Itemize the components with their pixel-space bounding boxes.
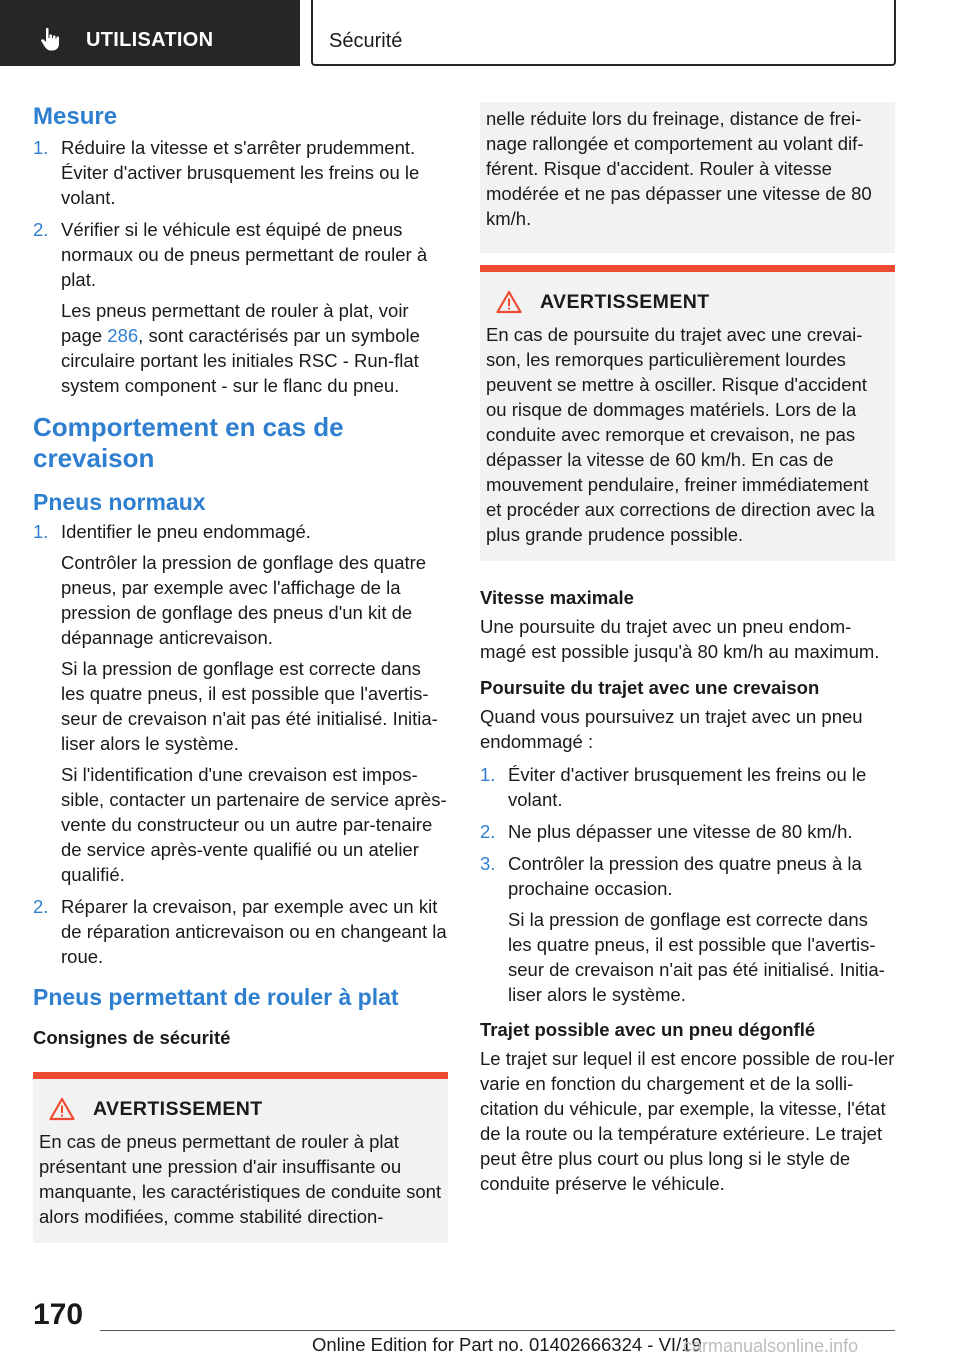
deflated-text: Le trajet sur lequel il est encore possible de rou-ler varie en fonction du chargement et de la solli-citation du véhicule, par exemple, la vitesse, l'état de la route ou la température extérieure. Le trajet peut être plus court ou plus long si le style de conduite préserve le véhicule. — [480, 1048, 895, 1194]
step-subtext: Contrôler la pression de gonflage des quatre pneus, par exemple avec l'affichage de la pression de gonflage des pneus d'un kit de dépannage anticrevaison. — [61, 552, 427, 648]
warning-triangle-icon — [49, 1097, 75, 1121]
step-text: Réduire la vitesse et s'arrêter prudemment. Éviter d'activer brusquement les freins ou le volant. — [61, 137, 420, 208]
step-number: 2. — [33, 219, 49, 240]
note-text-after: , sont caractérisés par un symbole circulaire portant les initiales RSC - Run-flat system component - sur le flanc du pneu. — [61, 325, 420, 396]
normal-tires-steps — [33, 519, 448, 969]
chapter-tab — [0, 0, 300, 66]
step-subtext: Si la pression de gonflage est correcte dans les quatre pneus, il est possible que l'avertis-seur de crevaison n'ait pas été initialisé. Initia-liser alors le système. — [508, 909, 885, 1005]
list-item — [33, 217, 448, 398]
right-column — [480, 102, 895, 1196]
list-item — [33, 519, 448, 887]
warning-title: AVERTISSEMENT — [93, 1097, 263, 1120]
main-heading: Comportement en cas de crevaison — [33, 412, 344, 473]
step-text: Ne plus dépasser une vitesse de 80 km/h. — [508, 821, 853, 842]
warning-text: En cas de pneus permettant de rouler à plat présentant une pression d'air insuffisante ou manquante, les caractéristiques de conduite sont alors modifiées, comme stabilité direction- — [39, 1131, 442, 1227]
step-text: Réparer la crevaison, par exemple avec un kit de réparation anticrevaison ou en changeant la roue. — [61, 896, 447, 967]
step-subtext: Si la pression de gonflage est correcte dans les quatre pneus, il est possible que l'avertis-seur de crevaison n'ait pas été initialisé. Initia-liser alors le système. — [61, 658, 438, 754]
measure-heading: Mesure — [33, 103, 118, 130]
step-text: Identifier le pneu endommagé. — [61, 521, 311, 542]
footer-divider — [100, 1330, 895, 1331]
safety-heading: Consignes de sécurité — [33, 1027, 231, 1048]
step-text: Éviter d'activer brusquement les freins ou le volant. — [508, 764, 867, 810]
step-number: 2. — [33, 896, 49, 917]
step-number: 1. — [33, 521, 49, 542]
runflat-heading: Pneus permettant de rouler à plat — [33, 984, 399, 1010]
page-reference-link[interactable]: 286 — [107, 325, 139, 346]
warning-box — [480, 265, 895, 561]
section-box — [311, 0, 896, 66]
step-number: 1. — [33, 137, 49, 158]
page-header — [0, 0, 960, 66]
runflat-note — [61, 298, 448, 398]
edition-text: Online Edition for Part no. 01402666324 - VI/19 — [312, 1334, 702, 1355]
watermark-text: carmanualsonline.info — [683, 1336, 859, 1356]
note-text-before: Les pneus permettant de rouler à plat, voir page — [61, 300, 409, 346]
step-text: Contrôler la pression des quatre pneus à la prochaine occasion. — [508, 853, 862, 899]
list-item — [480, 762, 895, 812]
warning-continuation: nelle réduite lors du freinage, distance de frei-nage rallongée et comportement au volant dif-férent. Risque d'accident. Rouler à vitesse modérée et ne pas dépasser une vitesse de 80 km/h. — [480, 102, 895, 253]
warning-title: AVERTISSEMENT — [540, 290, 710, 313]
warning-triangle-icon — [496, 290, 522, 314]
step-text: Vérifier si le véhicule est équipé de pneus normaux ou de pneus permettant de rouler à plat. — [61, 219, 428, 290]
hand-pointer-icon — [38, 26, 64, 52]
page-number: 170 — [33, 1298, 84, 1331]
measure-steps — [33, 135, 448, 398]
left-column — [33, 100, 448, 1243]
step-number: 1. — [480, 764, 496, 785]
max-speed-text: Une poursuite du trajet avec un pneu endom-magé est possible jusqu'à 80 km/h au maximum. — [480, 616, 880, 662]
chapter-title: UTILISATION — [86, 29, 214, 51]
warning-bar — [480, 265, 895, 272]
section-title: Sécurité — [329, 30, 403, 52]
max-speed-heading: Vitesse maximale — [480, 587, 634, 608]
step-subtext: Si l'identification d'une crevaison est impos-sible, contacter un partenaire de service après-vente du constructeur ou un autre par-tenaire de service après-vente qualifié ou un atelier qualifié. — [61, 764, 447, 885]
warning-text: En cas de poursuite du trajet avec une crevai-son, les remorques particulièrement lourdes peuvent se mettre à osciller. Risque d'accident ou risque de dommages matériels. Lors de la conduite avec remorque et crevaison, ne pas dépasser la vitesse de 60 km/h. En cas de mouvement pendulaire, freiner immédiatement et procéder aux corrections de direction avec la plus grande prudence possible. — [486, 324, 875, 545]
warning-box — [33, 1072, 448, 1243]
normal-tires-heading: Pneus normaux — [33, 489, 206, 515]
continue-text: Quand vous poursuivez un trajet avec un pneu endommagé : — [480, 706, 863, 752]
list-item — [33, 894, 448, 969]
list-item — [480, 819, 895, 844]
step-number: 2. — [480, 821, 496, 842]
step-number: 3. — [480, 853, 496, 874]
list-item — [33, 135, 448, 210]
warning-bar — [33, 1072, 448, 1079]
deflated-heading: Trajet possible avec un pneu dégonflé — [480, 1019, 816, 1040]
list-item — [480, 851, 895, 1007]
continue-heading: Poursuite du trajet avec une crevaison — [480, 677, 820, 698]
continue-steps — [480, 762, 895, 1007]
